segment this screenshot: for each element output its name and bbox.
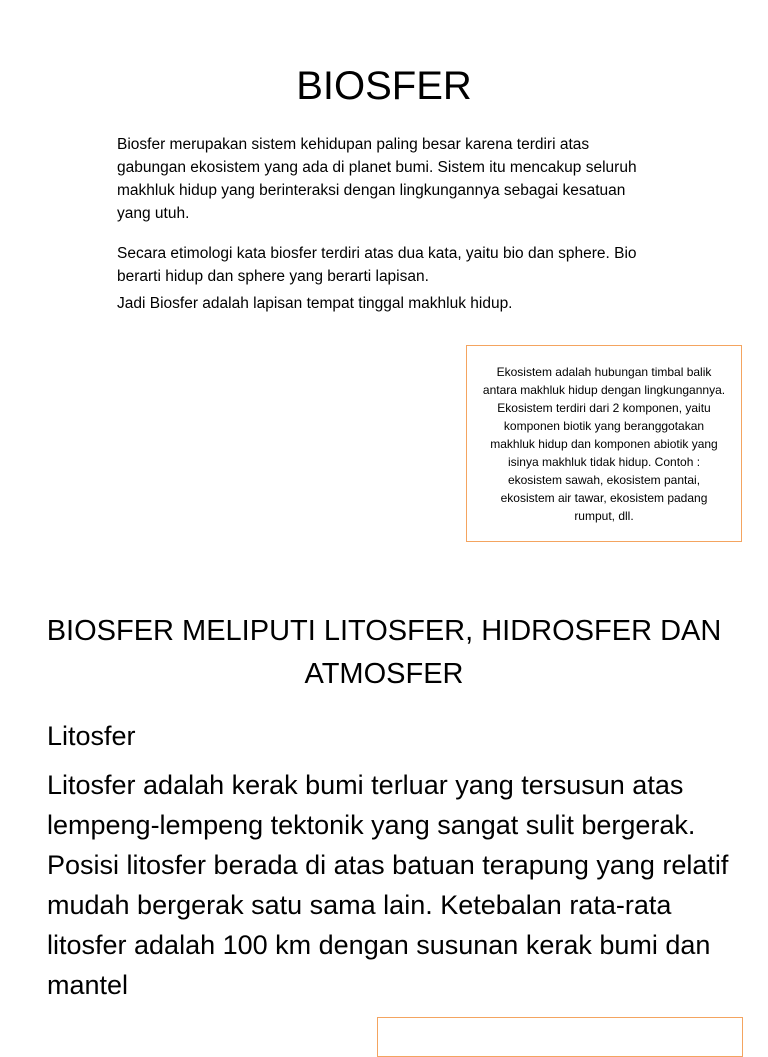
slide-2 [0, 580, 768, 1024]
intro-paragraph: Biosfer merupakan sistem kehidupan paling besar karena terdiri atas gabungan ekosistem yang ada di planet bumi. Sistem itu mencakup seluruh makhluk hidup yang berinteraksi dengan lingkungannya sebagai kesatuan yang utuh. [117, 136, 637, 222]
etymology-paragraph: Secara etimologi kata biosfer terdiri atas dua kata, yaitu bio dan sphere. Bio berarti hidup dan sphere yang berarti lapisan. [117, 245, 637, 285]
note-box-partial [377, 1017, 743, 1057]
litosfer-body: Litosfer adalah kerak bumi terluar yang tersusun atas lempeng-lempeng tektonik yang sangat sulit bergerak. Posisi litosfer berada di atas batuan terapung yang relatif mudah bergerak satu sama lain. Ketebalan rata-rata litosfer adalah 100 km dengan susunan kerak bumi dan mantel [47, 770, 729, 1000]
litosfer-subheading: Litosfer [47, 721, 136, 751]
ecosystem-note-text: Ekosistem adalah hubungan timbal balik antara makhluk hidup dengan lingkungannya. Ekosistem terdiri dari 2 komponen, yaitu komponen biotik yang beranggotakan makhluk hidup dan komponen abiotik yang isinya makhluk tidak hidup. Contoh : ekosistem sawah, ekosistem pantai, ekosistem air tawar, ekosistem padang rumput, dll. [482, 364, 726, 523]
ecosystem-note-box [466, 345, 742, 542]
slide-title: BIOSFER [296, 64, 472, 108]
conclusion-paragraph: Jadi Biosfer adalah lapisan tempat tinggal makhluk hidup. [117, 295, 513, 312]
slide-2-title: BIOSFER MELIPUTI LITOSFER, HIDROSFER DAN ATMOSFER [46, 615, 722, 690]
